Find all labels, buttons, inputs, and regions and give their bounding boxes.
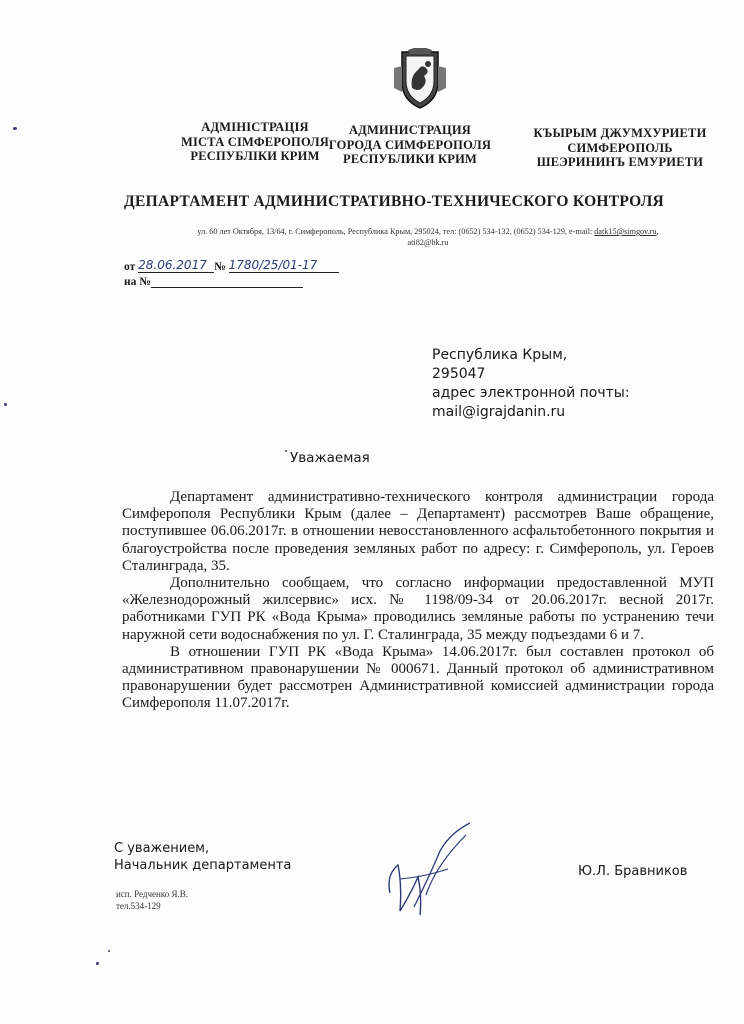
header-crt-line: ШЕЭРИНИНЪ ЕМУРИЕТИ bbox=[536, 155, 704, 169]
header-russian bbox=[310, 123, 510, 167]
executor-phone: тел.534-129 bbox=[116, 901, 161, 911]
scan-speck bbox=[96, 962, 99, 965]
closing-block bbox=[114, 840, 291, 874]
recipient-email[interactable]: mail@igrajdanin.ru bbox=[432, 404, 566, 420]
number-label: № bbox=[214, 261, 226, 273]
scan-speck bbox=[285, 450, 287, 452]
address-text: ул. 60 лет Октября, 13/64, г. Симферополь, Республика Крым, 295024, тел: (0652) 534-132, (0652) 534-129, e-mail: bbox=[197, 227, 595, 236]
coat-of-arms-emblem bbox=[388, 48, 452, 110]
recipient-block bbox=[432, 346, 630, 422]
handwritten-number: 1780/25/01-17 bbox=[229, 258, 339, 273]
header-crimean-tatar bbox=[520, 126, 720, 170]
to-label: на № bbox=[124, 276, 151, 288]
header-rus-line: АДМИНИСТРАЦИЯ bbox=[348, 123, 472, 137]
signer-position: Начальник департамента bbox=[114, 858, 292, 873]
scan-speck bbox=[4, 403, 7, 406]
scan-speck bbox=[13, 127, 17, 130]
letter-body bbox=[122, 489, 714, 713]
from-label: от bbox=[124, 261, 136, 273]
header-crt-line: СИМФЕРОПОЛЬ bbox=[567, 140, 673, 155]
email-link[interactable]: datk15@simgov.ru bbox=[594, 227, 657, 236]
body-paragraph: В отношении ГУП РК «Вода Крыма» 14.06.2017г. был составлен протокол об административном правонарушении № 000671. Данный протокол об административном правонарушении будет рассмотрен Административной комиссией администрации города Симферополя 11.07.2017г. bbox=[122, 643, 714, 712]
body-paragraph: Дополнительно сообщаем, что согласно информации предоставленной МУП «Железнодорожный жилсервис» исх. № 1198/09-34 от 20.06.2017г. весной 2017г. работниками ГУП РК «Вода Крыма» проводились земляные работы по устранению течи наружной сети водоснабжения по ул. Г. Сталинграда, 35 между подъездами 6 и 7. bbox=[122, 575, 714, 643]
recipient-line: 295047 bbox=[432, 366, 486, 382]
header-rus-line: РЕСПУБЛИКИ КРИМ bbox=[342, 152, 478, 166]
email-secondary: ati82@bk.ru bbox=[407, 238, 449, 247]
recipient-line: Республика Крым, bbox=[432, 347, 568, 363]
handwritten-signature bbox=[370, 815, 480, 925]
department-title: ДЕПАРТАМЕНТ АДМИНИСТРАТИВНО-ТЕХНИЧЕСКОГО КОНТРОЛЯ bbox=[124, 193, 665, 210]
contact-address: ул. 60 лет Октября, 13/64, г. Симферополь, Республика Крым, 295024, тел: (0652) 534-132, (0652) 534-129, e-mail: datk15@simgov.ru, ati82@bk.ru bbox=[128, 226, 728, 248]
blank-line bbox=[151, 275, 303, 288]
body-paragraph: Департамент административно-технического контроля администрации города Симферополя Республики Крым (далее – Департамент) рассмотрев Ваше обращение, поступившее 06.06.2017г. в отношении невосстановленного асфальтобетонного покрытия и благоустройства после проведения земляных работ по адресу: г. Симферополь, ул. Героев Сталинграда, 35. bbox=[122, 489, 714, 574]
header-ukr-line: РЕСПУБЛІКИ КРИМ bbox=[190, 149, 320, 163]
executor-info bbox=[116, 888, 188, 912]
header-ukr-line: АДМІНІСТРАЦІЯ bbox=[201, 120, 309, 134]
regards: С уважением, bbox=[114, 841, 210, 856]
recipient-line: адрес электронной почты: bbox=[432, 385, 630, 401]
executor-name: исп. Редченко Я.В. bbox=[116, 889, 188, 899]
outgoing-reference bbox=[124, 258, 339, 273]
greeting: Уважаемая bbox=[290, 450, 370, 466]
header-crt-line: КЪЫРЫМ ДЖУМХУРИЕТИ bbox=[533, 126, 707, 140]
signer-name: Ю.Л. Бравников bbox=[578, 864, 688, 879]
scan-speck bbox=[108, 950, 110, 952]
header-rus-line: ГОРОДА СИМФЕРОПОЛЯ bbox=[328, 137, 492, 152]
handwritten-date: 28.06.2017 bbox=[138, 258, 214, 273]
incoming-reference bbox=[124, 275, 303, 288]
header-ukr-line: МІСТА СІМФЕРОПОЛЯ bbox=[180, 134, 329, 149]
